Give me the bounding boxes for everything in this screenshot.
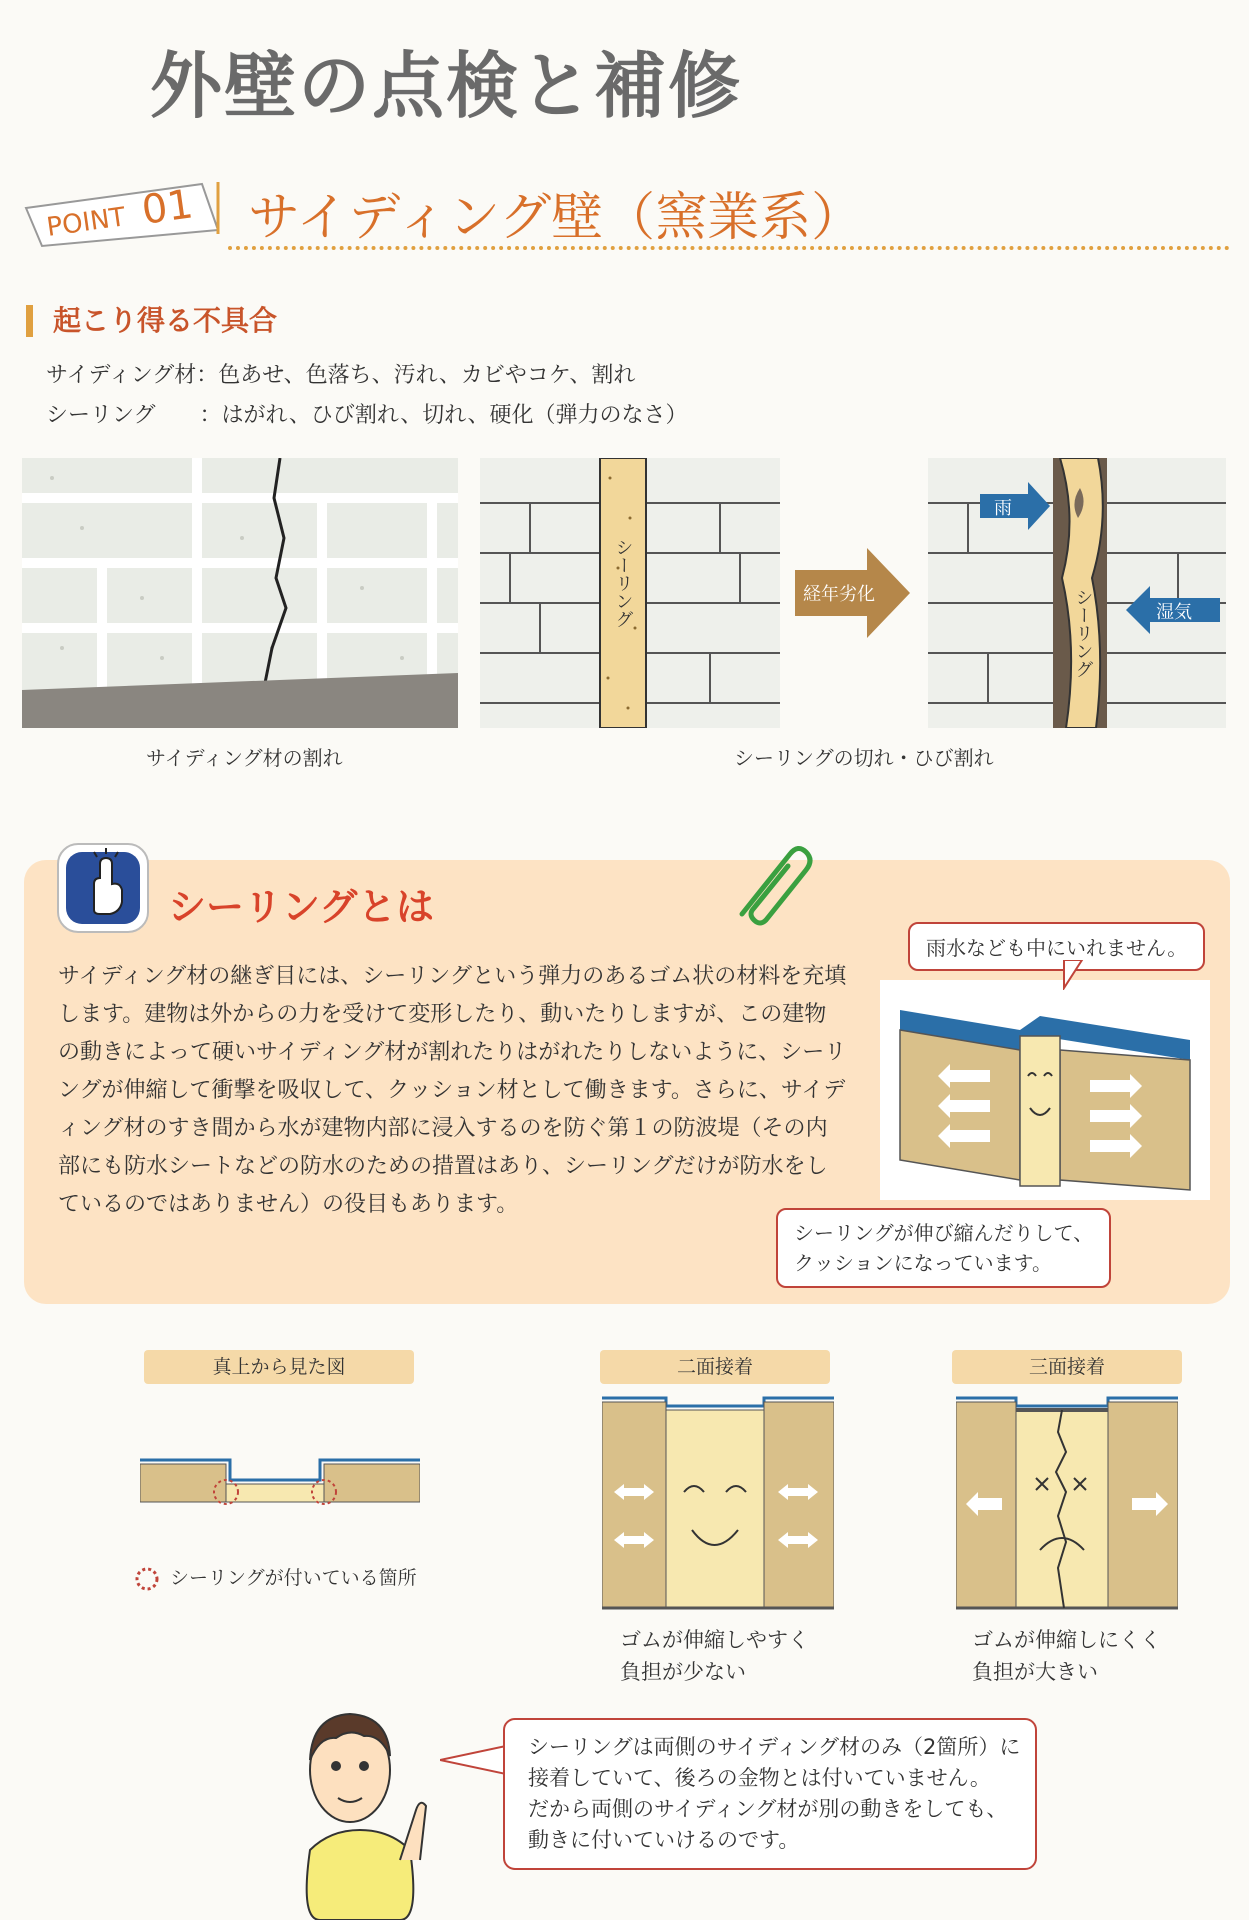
man-character-illustration: [280, 1690, 440, 1920]
speech-pointer: [440, 1740, 506, 1780]
two-face-note-1: ゴムが伸縮しやすく: [620, 1628, 809, 1652]
callout-cushion-line1: シーリングが伸び縮んだりして、: [794, 1221, 1094, 1245]
info-title: シーリングとは: [168, 885, 435, 929]
point-number: 01: [138, 181, 196, 234]
sealing-after-diagram: [928, 458, 1226, 728]
sealing-before-diagram: [480, 458, 780, 728]
dotted-circle-legend-icon: [134, 1566, 160, 1592]
point-tag: [22, 178, 222, 250]
three-face-note-1: ゴムが伸縮しにくく: [972, 1628, 1161, 1652]
defect-line-siding: サイディング材：色あせ、色落ち、汚れ、カビやコケ、割れ: [46, 363, 636, 388]
two-face-label: 二面接着: [600, 1350, 830, 1384]
speech-text: [528, 1732, 1020, 1856]
hand-point-icon: [54, 840, 154, 936]
three-face-note-2: 負担が大きい: [972, 1660, 1098, 1684]
defects-heading: 起こり得る不具合: [26, 305, 277, 337]
callout-rain: 雨水なども中にいれません。: [908, 922, 1205, 971]
top-view-diagram: [140, 1450, 420, 1520]
point-title: サイディング壁（窯業系）: [248, 188, 864, 248]
sealing-label-after: シーリング: [1072, 588, 1094, 678]
paperclip-icon: [728, 838, 818, 928]
point-label: POINT: [44, 202, 128, 243]
page-title: 外壁の点検と補修: [150, 44, 743, 128]
callout-cushion-line2: クッションになっています。: [794, 1251, 1052, 1275]
title-divider: [228, 246, 1230, 250]
info-body: サイディング材の継ぎ目には、シーリングという弾力のあるゴム状の材料を充填します。建物は外からの力を受けて変形したり、動いたりしますが、この建物の動きによって硬いサイディング材が割れたりはがれたりしないように、シーリングが伸縮して衝撃を吸収して、クッション材として働きます。さらに、サイディング材のすき間から水が建物内部に浸入するのを防ぐ第１の防波堤（その内部にも防水シートなどの防水のための措置はあり、シーリングだけが防水をしているのではありません）の役目もあります。: [58, 964, 847, 1217]
caption-siding-crack: サイディング材の割れ: [146, 746, 343, 770]
sealing-label-before: シーリング: [612, 538, 634, 628]
rain-label: 雨: [994, 498, 1012, 519]
speech-line-3: だから両側のサイディング材が別の動きをしても、: [528, 1797, 1008, 1821]
cracked-siding-photo: [22, 458, 458, 728]
callout-rain-pointer: [1060, 960, 1090, 990]
two-face-note-2: 負担が少ない: [620, 1660, 746, 1684]
two-face-diagram: [602, 1392, 834, 1612]
speech-line-4: 動きに付いていけるのです。: [528, 1828, 800, 1852]
aging-label: 経年劣化: [803, 584, 875, 605]
humidity-label: 湿気: [1156, 602, 1192, 623]
callout-cushion: [776, 1208, 1111, 1288]
legend-text: シーリングが付いている箇所: [170, 1567, 417, 1589]
speech-line-2: 接着していて、後ろの金物とは付いていません。: [528, 1766, 991, 1790]
sealing-cushion-illustration: [880, 980, 1210, 1200]
defect-line-sealing: シーリング ：はがれ、ひび割れ、切れ、硬化（弾力のなさ）: [46, 403, 688, 428]
caption-sealing-crack: シーリングの切れ・ひび割れ: [734, 746, 994, 770]
top-view-label: 真上から見た図: [144, 1350, 414, 1384]
three-face-label: 三面接着: [952, 1350, 1182, 1384]
three-face-diagram: [956, 1392, 1178, 1612]
aging-arrow: [795, 548, 910, 638]
speech-line-1: シーリングは両側のサイディング材のみ（2箇所）に: [528, 1735, 1021, 1759]
